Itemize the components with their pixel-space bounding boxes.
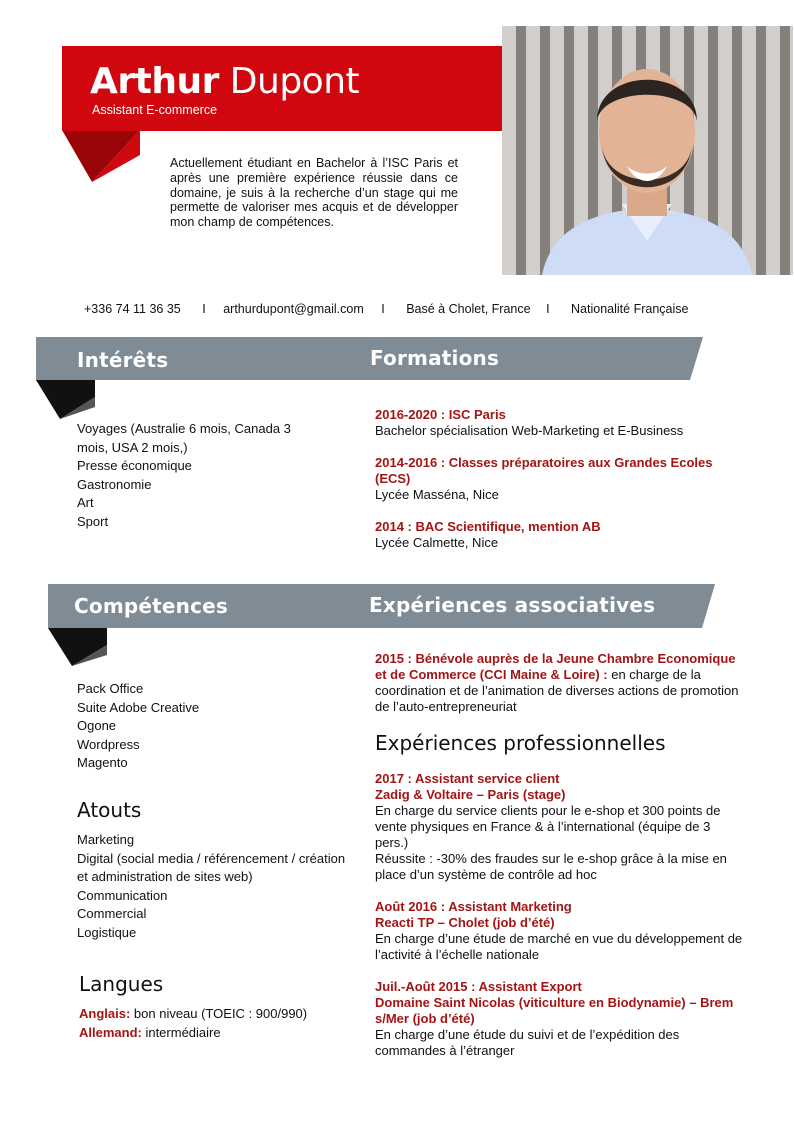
associative-detail: en charge de la coordination et de l’animation de diverses actions de promotion de l’auto-entrepreneuriat (375, 667, 739, 714)
education-item (375, 407, 735, 439)
language-item (79, 1024, 349, 1043)
job-role: 2017 : Assistant service client (375, 771, 560, 786)
email[interactable]: arthurdupont@gmail.com (223, 302, 364, 316)
education-title: Formations (370, 346, 500, 370)
job-company: Reacti TP – Cholet (job d’été) (375, 915, 555, 930)
list-item: Gastronomie (77, 476, 152, 492)
location: Basé à Cholet, France (406, 302, 531, 316)
list-item: Wordpress (77, 736, 140, 752)
interests-list (77, 420, 307, 531)
job-role: Août 2016 : Assistant Marketing (375, 899, 572, 914)
language-level: bon niveau (TOEIC : 900/990) (130, 1006, 308, 1021)
list-item: Presse économique (77, 458, 192, 473)
contact-line (84, 302, 688, 316)
associative-heading: 2015 : Bénévole auprès de la Jeune Chambre Economique et de Commerce (CCI Maine & Loire) : (375, 651, 736, 682)
profile-summary: Actuellement étudiant en Bachelor à l’ISC Paris et après une première expérience réussie dans ce domaine, je suis à la recherche d’un stage qui me permette de valoriser mes acquis et de développer mon champ de compétences. (170, 156, 458, 230)
job-company: Domaine Saint Nicolas (viticulture en Biodynamie) – Brem s/Mer (job d’été) (375, 995, 734, 1026)
education-heading: 2014 : BAC Scientifique, mention AB (375, 519, 601, 534)
education-item (375, 519, 735, 551)
interests-title: Intérêts (77, 348, 169, 372)
job-company: Zadig & Voltaire – Paris (stage) (375, 787, 566, 802)
list-item: Commercial (77, 906, 147, 921)
profile-photo (502, 26, 793, 275)
job-detail: Réussite : -30% des fraudes sur le e-shop grâce à la mise en place d’un système de contrôle ad hoc (375, 851, 727, 882)
education-list (375, 407, 735, 551)
job-item (375, 899, 747, 963)
name-heading (90, 60, 359, 104)
list-item: Art (77, 495, 94, 510)
banner-fold-dark (48, 628, 107, 666)
education-detail: Lycée Calmette, Nice (375, 535, 499, 550)
phone[interactable]: +336 74 11 36 35 (84, 302, 181, 316)
assets-title: Atouts (77, 798, 142, 822)
list-item: Communication (77, 887, 168, 903)
language-name: Anglais: (79, 1006, 131, 1021)
separator: I (546, 302, 550, 316)
list-item: Ogone (77, 718, 117, 733)
language-level: intermédiaire (141, 1024, 221, 1040)
job-detail: En charge du service clients pour le e-shop et 300 points de vente physiques en France & à l’international (équipe de 3 pers.) (375, 803, 721, 850)
education-detail: Bachelor spécialisation Web-Marketing et E-Business (375, 423, 684, 438)
language-name: Allemand: (79, 1024, 142, 1040)
associative-entry (375, 651, 747, 715)
first-name: Arthur (90, 61, 219, 102)
languages-list (79, 1005, 349, 1042)
banner-fold-dark (36, 380, 95, 419)
list-item: Pack Office (77, 681, 144, 696)
list-item: Magento (77, 755, 128, 770)
list-item: Voyages (Australie 6 mois, Canada 3 mois, USA 2 mois,) (77, 421, 291, 455)
professional-list (375, 771, 747, 1059)
list-item: Marketing (77, 832, 135, 847)
professional-title: Expériences professionnelles (375, 731, 666, 755)
education-item (375, 455, 735, 503)
job-detail: En charge d’une étude de marché en vue du développement de l’activité à l’échelle nationale (375, 931, 743, 962)
list-item: Sport (77, 513, 109, 529)
job-item (375, 771, 747, 883)
separator: I (202, 302, 206, 316)
languages-title: Langues (79, 972, 164, 996)
education-heading: 2016-2020 : ISC Paris (375, 407, 506, 422)
job-role: Juil.-Août 2015 : Assistant Export (375, 979, 582, 994)
job-item (375, 979, 747, 1059)
nationality: Nationalité Française (571, 302, 689, 316)
separator: I (381, 302, 385, 316)
skills-list (77, 680, 327, 773)
job-title: Assistant E-commerce (92, 103, 218, 117)
language-item (79, 1005, 349, 1024)
list-item: Logistique (77, 924, 137, 940)
skills-title: Compétences (74, 594, 229, 618)
associative-title: Expériences associatives (369, 593, 656, 617)
education-heading: 2014-2016 : Classes préparatoires aux Grandes Ecoles (ECS) (375, 455, 713, 486)
list-item: Suite Adobe Creative (77, 699, 200, 715)
portrait-illustration (502, 26, 793, 275)
list-item: Digital (social media / référencement / création et administration de sites web) (77, 850, 346, 884)
education-detail: Lycée Masséna, Nice (375, 487, 499, 502)
last-name: Dupont (229, 61, 360, 102)
assets-list (77, 831, 357, 942)
job-detail: En charge d’une étude du suivi et de l’expédition des commandes à l’étranger (375, 1027, 680, 1058)
